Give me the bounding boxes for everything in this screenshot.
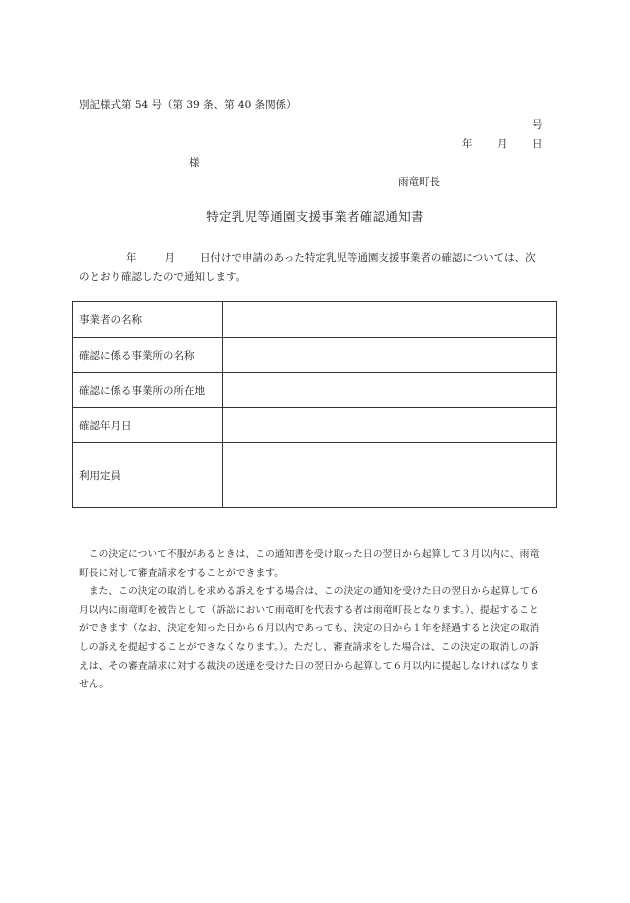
notice-line: せん。 (79, 679, 109, 691)
date-month-label: 月 (497, 138, 508, 150)
notice-line: しの訴えを提起することができなくなります。）。ただし、審査請求をした場合は、この決定の取消しの訴 (79, 641, 539, 653)
table-row (73, 408, 557, 443)
notice-line: 町長に対して審査請求をすることができます。 (79, 567, 284, 579)
intro-paragraph (79, 249, 556, 287)
row-label: 確認に係る事業所の所在地 (73, 373, 223, 408)
intro-line-1-text: 日付けで申請のあった特定乳児等通園支援事業者の確認については、次 (200, 252, 536, 264)
intro-year-label: 年 (126, 252, 137, 264)
document-number-label: 号 (532, 119, 543, 131)
row-label: 確認年月日 (73, 408, 223, 443)
addressee-suffix: 様 (189, 157, 200, 169)
appeal-notice (79, 546, 559, 695)
intro-line-1 (79, 249, 556, 268)
document-title: 特定乳児等通園支援事業者確認通知書 (206, 209, 424, 224)
notice-line: ができます（なお、決定を知った日から６月以内であっても、決定の日から１年を経過すると決定の取消 (79, 623, 540, 635)
notice-line: 月以内に雨竜町を被告として（訴訟において雨竜町を代表する者は雨竜町長となります。）、提起すること (79, 604, 539, 616)
table-row (73, 373, 557, 408)
row-value (223, 443, 557, 508)
notice-line: えは、その審査請求に対する裁決の送達を受けた日の翌日から起算して６月以内に提起しなければなりま (79, 660, 540, 672)
date-year-label: 年 (462, 138, 473, 150)
intro-line-2: のとおり確認したので通知します。 (79, 271, 247, 283)
row-label: 事業者の名称 (73, 302, 223, 338)
date-day-label: 日 (532, 138, 543, 150)
row-value (223, 338, 557, 373)
row-label: 確認に係る事業所の名称 (73, 338, 223, 373)
confirmation-table (72, 301, 557, 508)
table-row (73, 302, 557, 338)
row-value (223, 408, 557, 443)
row-value (223, 373, 557, 408)
notice-line: また、この決定の取消しを求める訴えをする場合は、この決定の通知を受けた日の翌日から起算して６ (79, 586, 540, 598)
intro-month-label: 月 (164, 252, 175, 264)
row-label: 利用定員 (73, 443, 223, 508)
notice-line: この決定について不服があるときは、この通知書を受け取った日の翌日から起算して３月以内に、雨竜 (79, 549, 540, 560)
form-number: 別記様式第 54 号（第 39 条、第 40 条関係） (79, 99, 297, 111)
row-value (223, 302, 557, 338)
table-row (73, 338, 557, 373)
issuer-name: 雨竜町長 (398, 176, 440, 188)
table-row (73, 443, 557, 508)
